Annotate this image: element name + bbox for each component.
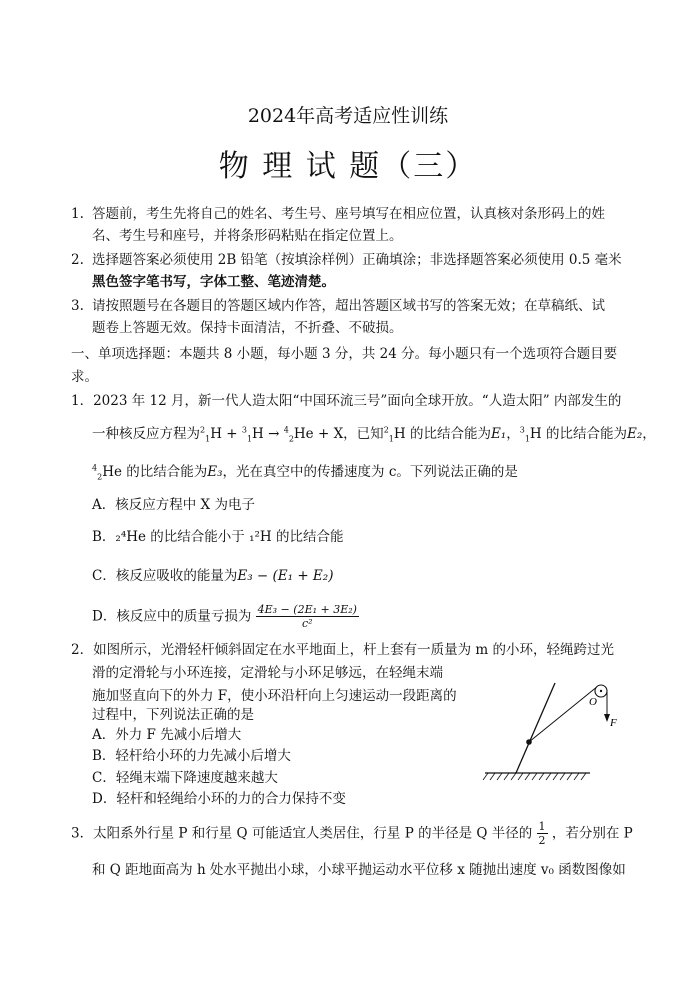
- q2-label-F: F: [610, 717, 617, 729]
- q1-option-a: A．核反应方程中 X 为电子: [92, 497, 255, 513]
- instruction-1-num: 1.: [71, 206, 84, 222]
- q1-line3-b: ，光在真空中的传播速度为 c。下列说法正确的是: [222, 464, 518, 480]
- q1-E1: E₁: [490, 426, 507, 442]
- q3-fraction: [537, 820, 548, 847]
- q1-option-d-fraction: [256, 603, 359, 630]
- q1-option-b: B．₂⁴He 的比结合能小于 ₁²H 的比结合能: [92, 529, 344, 545]
- q1-line1: 1．2023 年 12 月，新一代人造太阳“中国环流三号”面向全球开放。“人造太阳” 内部发生的: [71, 393, 622, 409]
- q2-option-a: A．外力 F 先减小后增大: [92, 727, 242, 743]
- q1-line2: 一种核反应方程为$^2_1$H + $^3_1$H → $^4_2$He + X，已知$^2_1$H 的比结合能为E₁，$^3_1$H 的比结合能为E₂，: [92, 425, 656, 444]
- q3-line1-b: ，若分别在 P: [551, 825, 633, 842]
- q3-frac-num: 1: [538, 820, 546, 833]
- q2-option-c: C．轻绳末端下降速度越来越大: [92, 770, 278, 786]
- q2-option-d: D．轻杆和轻绳给小环的力的合力保持不变: [92, 791, 346, 807]
- instruction-1-line1: 答题前，考生先将自己的姓名、考生号、座号填写在相应位置，认真核对条形码上的姓: [92, 206, 605, 222]
- instruction-3-num: 3.: [71, 298, 84, 314]
- q1-option-c-expr: E₃ − (E₁ + E₂): [237, 568, 334, 584]
- q1-option-d: [92, 603, 359, 630]
- q2-option-b: B．轻杆给小环的力先减小后增大: [92, 748, 291, 764]
- q1-line3: $^4_2$He 的比结合能为E₃，光在真空中的传播速度为 c。下列说法正确的是: [92, 463, 518, 482]
- section-header-line2: 求。: [71, 369, 98, 385]
- q1-option-d-text: D．核反应中的质量亏损为: [92, 608, 252, 625]
- q2-rope: [529, 686, 598, 742]
- section-header-line1: 一、单项选择题：本题共 8 小题，每小题 3 分，共 24 分。每小题只有一个选项符合题目要: [71, 346, 618, 362]
- q2-pulley-axle: [600, 690, 602, 692]
- q1-option-d-num: 4E₃ − (2E₁ + 3E₂): [257, 603, 357, 616]
- q1-line3-a: He 的比结合能为: [102, 464, 208, 480]
- exam-main-title: 物 理 试 题（三）: [218, 149, 478, 184]
- q2-ground-hatch: [483, 773, 586, 780]
- q3-frac-den: 2: [538, 834, 546, 847]
- q1-E3: E₃: [207, 464, 223, 480]
- exam-top-title: 2024年高考适应性训练: [247, 105, 449, 127]
- q2-figure: [480, 678, 630, 788]
- q1-line2-c: H 的比结合能为: [529, 426, 627, 442]
- instruction-3-line1: 请按照题号在各题目的答题区域内作答，超出答题区域书写的答案无效；在草稿纸、试: [92, 298, 605, 314]
- q3-line1: [71, 820, 633, 847]
- q2-rod: [516, 683, 555, 773]
- q2-line4: 过程中，下列说法正确的是: [92, 707, 254, 723]
- q2-line2: 滑的定滑轮与小环连接，定滑轮与小环足够远，在轻绳末端: [92, 665, 443, 681]
- q2-label-O: O: [589, 696, 597, 708]
- instruction-2-num: 2.: [71, 252, 84, 268]
- q1-option-d-den: c²: [302, 617, 313, 630]
- instruction-2-line1: 选择题答案必须使用 2B 铅笔（按填涂样例）正确填涂；非选择题答案必须使用 0.5 毫米: [92, 252, 622, 268]
- q2-line1: 2．如图所示，光滑轻杆倾斜固定在水平地面上，杆上套有一质量为 m 的小环，轻绳跨过光: [71, 642, 614, 658]
- q2-line3: 施加竖直向下的外力 F，使小环沿杆向上匀速运动一段距离的: [92, 688, 457, 704]
- q1-option-c: [92, 566, 333, 586]
- q3-line2: 和 Q 距地面高为 h 处水平抛出小球，小球平抛运动水平位移 x 随抛出速度 v₀ 函数图像如: [92, 862, 626, 878]
- q1-E2: E₂: [627, 426, 643, 442]
- q3-line1-a: 3．太阳系外行星 P 和行星 Q 可能适宜人类居住，行星 P 的半径是 Q 半径的: [71, 825, 533, 842]
- q1-line2-b: H 的比结合能为: [393, 426, 491, 442]
- instruction-1-line2: 名、考生号和座号，并将条形码粘贴在指定位置上。: [92, 228, 403, 244]
- q1-option-c-text: C．核反应吸收的能量为: [92, 568, 238, 584]
- instruction-3-line2: 题卷上答题无效。保持卡面清洁，不折叠、不破损。: [92, 320, 403, 336]
- instruction-2-line2: 黑色签字笔书写，字体工整、笔迹清楚。: [92, 274, 335, 290]
- q1-line2-a: 一种核反应方程为: [92, 426, 200, 442]
